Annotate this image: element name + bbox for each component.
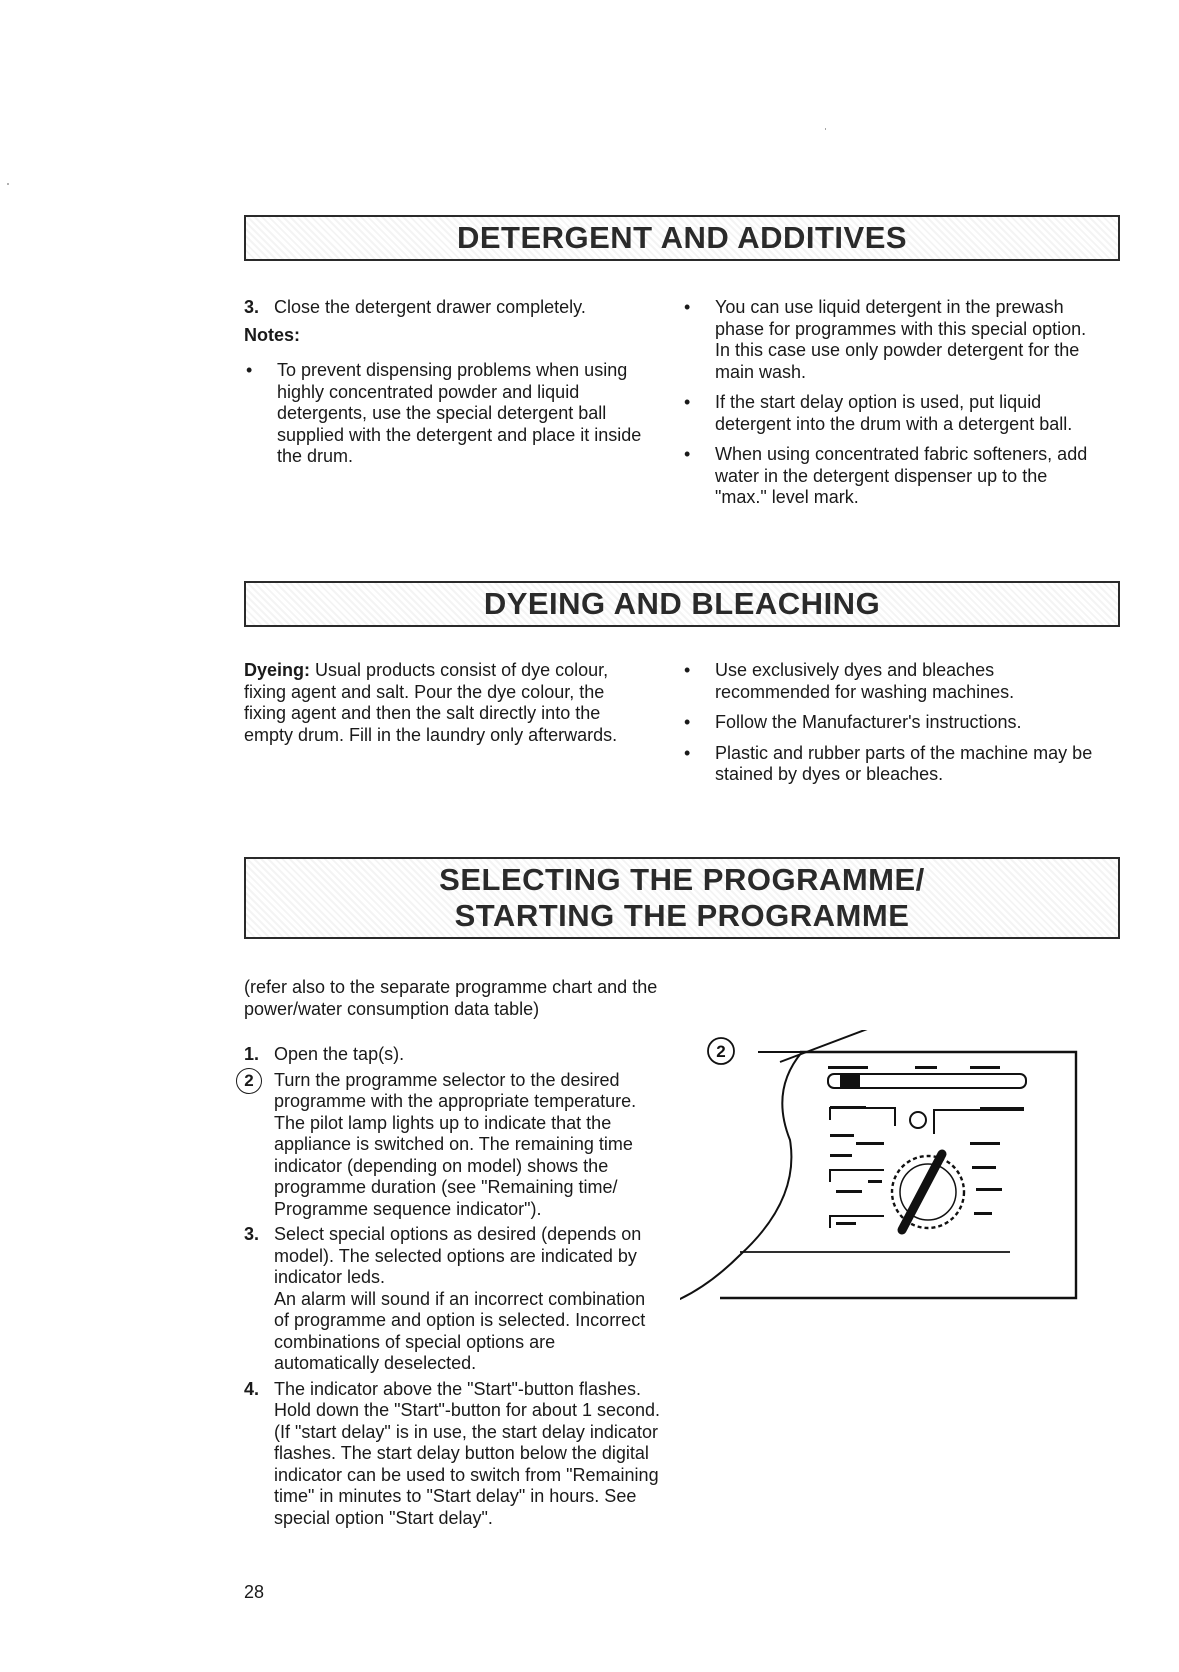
bullet-item (682, 660, 1102, 703)
bullet-item (682, 444, 1102, 509)
option-label-mark (974, 1212, 992, 1215)
step-text-continued: An alarm will sound if an incorrect combination of programme and option is selected. Incorrect combinations of special options are automatically deselected. (274, 1288, 646, 1373)
dyeing-text: Usual products consist of dye colour, fixing agent and salt. Pour the dye colour, the fixing agent and then the salt directly into the empty drum. Fill in the laundry only afterwards. (244, 660, 618, 745)
option-label-mark (836, 1190, 862, 1193)
bullet-item (682, 297, 1102, 383)
programme-selector-dial (892, 1156, 964, 1228)
bullet-dot: • (246, 360, 253, 380)
step-item (244, 1070, 664, 1221)
dyeing-left-column (244, 660, 644, 746)
panel-label-mark (915, 1066, 937, 1069)
step-number: 3. (244, 297, 260, 317)
panel-left-edge (680, 1052, 802, 1300)
panel-label-mark (828, 1066, 868, 1069)
step-text: The indicator above the "Start"-button flashes. Hold down the "Start"-button for about 1 second. (If "start delay" is in use, the start delay indicator flashes. The start delay button below the digital indicator can be used to switch from "Remaining time" in minutes to "Start delay" in hours. See special option "Start delay". (274, 1378, 661, 1528)
figure-number: 2 (716, 1042, 726, 1061)
section-title: DETERGENT AND ADDITIVES (456, 220, 908, 255)
bullet-dot: • (684, 392, 691, 412)
section-title: DYEING AND BLEACHING (483, 586, 881, 621)
step-text: Select special options as desired (depends on model). The selected options are indicated by indicator leds. (274, 1224, 642, 1287)
option-label-mark (976, 1188, 1002, 1191)
section-title-line1: SELECTING THE PROGRAMME/ (439, 862, 925, 897)
step-number: 3. (244, 1224, 260, 1244)
step-text: Close the detergent drawer completely. (274, 297, 586, 317)
bullet-text: When using concentrated fabric softeners, add water in the detergent dispenser up to the "max." level mark. (715, 444, 1088, 507)
bullet-dot: • (684, 444, 691, 464)
bullet-text: Follow the Manufacturer's instructions. (715, 712, 1022, 732)
circled-step-number: 2 (236, 1068, 262, 1094)
scan-speck (7, 183, 9, 185)
bullet-text: Plastic and rubber parts of the machine may be stained by dyes or bleaches. (715, 742, 1093, 784)
control-panel-illustration (680, 1030, 1080, 1320)
section-title-line2: STARTING THE PROGRAMME (454, 898, 910, 933)
bullet-item (682, 392, 1102, 435)
step-text: Turn the programme selector to the desired programme with the appropriate temperature. The pilot lamp lights up to indicate that the appliance is switched on. The remaining time indicator (depending on model) shows the programme duration (see "Remaining time/ Programme sequence indicator"). (274, 1069, 637, 1219)
bullet-dot: • (684, 297, 691, 317)
option-label-mark (830, 1154, 852, 1157)
bullet-dot: • (684, 712, 691, 732)
step-item (244, 1379, 664, 1530)
step-item (244, 297, 664, 319)
step-text: Open the tap(s). (274, 1044, 405, 1064)
panel-label-mark (970, 1066, 1000, 1069)
section-banner-selecting (244, 857, 1120, 939)
option-bracket (830, 1108, 895, 1126)
dyeing-paragraph (244, 660, 644, 746)
bullet-item (682, 712, 1102, 734)
bullet-text: You can use liquid detergent in the prewash phase for programmes with this special option. In this case use only powder detergent for the main wash. (715, 297, 1087, 382)
option-bracket (934, 1110, 1024, 1134)
bullet-dot: • (684, 742, 691, 763)
step-item (244, 1224, 664, 1375)
intro-text: (refer also to the separate programme chart and the power/water consumption data table) (244, 977, 658, 1019)
section-banner-dyeing (244, 581, 1120, 627)
bullet-text: Use exclusively dyes and bleaches recommended for washing machines. (715, 660, 1015, 702)
dyeing-label: Dyeing: (244, 660, 311, 680)
bullet-item (244, 360, 664, 468)
selecting-left-column (244, 977, 664, 1533)
bullet-text: To prevent dispensing problems when using highly concentrated powder and liquid detergents, use the special detergent ball supplied with the detergent and place it inside the drum. (277, 360, 642, 466)
step-number: 1. (244, 1044, 260, 1064)
section-banner-detergent (244, 215, 1120, 261)
dyeing-right-column (682, 660, 1102, 795)
step-number: 4. (244, 1378, 260, 1399)
option-label-mark (836, 1222, 856, 1225)
bullet-text: If the start delay option is used, put liquid detergent into the drum with a detergent ball. (715, 392, 1073, 434)
option-label-mark (980, 1107, 1024, 1110)
option-label-mark (970, 1142, 1000, 1145)
option-label-mark (972, 1166, 996, 1169)
option-label-mark (856, 1142, 884, 1145)
pointer-line (780, 1030, 870, 1062)
detergent-right-column (682, 297, 1102, 518)
bullet-item (682, 743, 1102, 786)
display-indicator (840, 1075, 860, 1087)
page-number: 28 (244, 1582, 265, 1602)
option-label-mark (830, 1134, 854, 1137)
scan-speck (825, 128, 826, 130)
step-item (244, 1044, 664, 1066)
option-label-mark (830, 1106, 866, 1109)
bullet-dot: • (684, 660, 691, 680)
option-label-mark (868, 1180, 882, 1183)
detergent-left-column (244, 297, 664, 477)
notes-label: Notes: (244, 324, 301, 345)
pilot-lamp (910, 1112, 926, 1128)
